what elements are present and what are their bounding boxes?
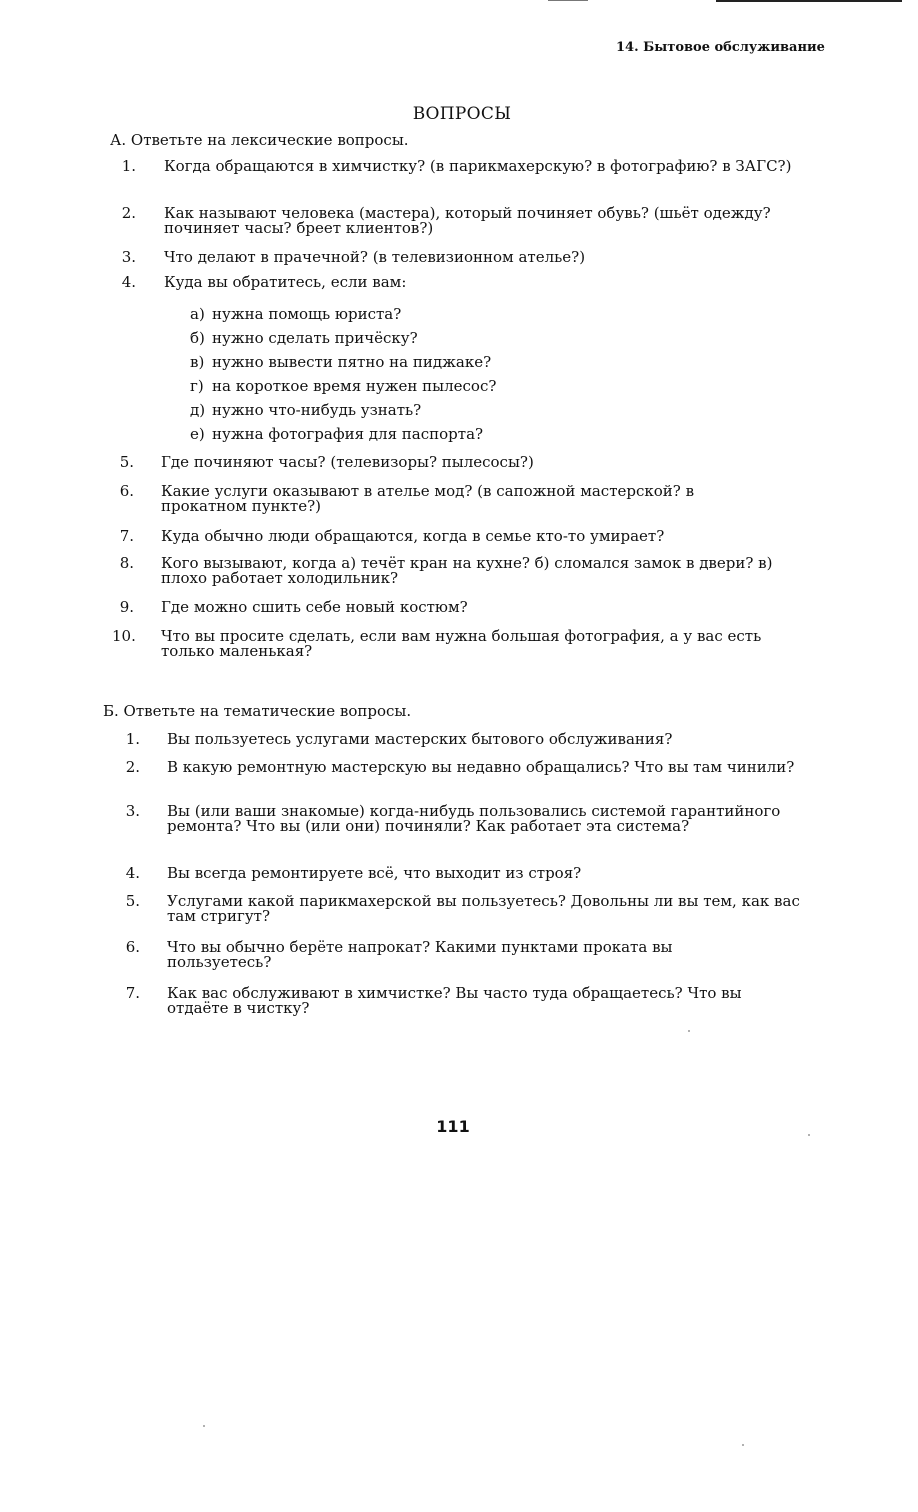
part-a-question-7	[112, 529, 812, 544]
part-b-question-1	[118, 732, 818, 747]
subitem-letter: б)	[190, 329, 205, 347]
question-number: 5.	[119, 453, 134, 471]
scan-speck	[808, 1134, 810, 1136]
question-text: В какую ремонтную мастерскую вы недавно обращались? Что вы там чинили?	[167, 758, 795, 776]
question-number: 2.	[125, 758, 140, 776]
question-text: Что делают в прачечной? (в телевизионном ателье?)	[164, 248, 586, 266]
question-text: Где можно сшить себе новый костюм?	[161, 598, 468, 616]
subitem-letter: д)	[190, 401, 206, 419]
question-number: 6.	[119, 482, 134, 500]
question-text: Куда вы обратитесь, если вам:	[164, 273, 407, 291]
part-a-question-10	[112, 627, 814, 660]
question-number: 4.	[121, 273, 136, 291]
subitem-text: на короткое время нужен пылесос?	[212, 377, 497, 395]
subitem-letter: г)	[190, 377, 204, 395]
part-a-question-8	[112, 556, 780, 586]
part-a-subitem-v	[190, 355, 491, 370]
question-text: Куда обычно люди обращаются, когда в семье кто-то умирает?	[161, 527, 665, 545]
part-a-question-2	[114, 206, 794, 236]
part-a-subitem-g	[190, 379, 496, 394]
subitem-text: нужна помощь юриста?	[212, 305, 402, 323]
scan-speck	[688, 1030, 690, 1032]
part-a-title: А. Ответьте на лексические вопросы.	[110, 131, 409, 149]
question-text: Где починяют часы? (телевизоры? пылесосы?)	[161, 453, 534, 471]
part-a-subitem-d	[190, 403, 421, 418]
part-a-question-6	[112, 484, 772, 514]
question-text: Как называют человека (мастера), который починяет обувь? (шьёт одежду? починяет часы? бреет клиентов?)	[164, 204, 771, 237]
question-number: 6.	[125, 938, 140, 956]
page-title: ВОПРОСЫ	[412, 104, 512, 124]
top-rule	[716, 0, 902, 2]
question-text: Какие услуги оказывают в ателье мод? (в сапожной мастерской? в прокатном пункте?)	[161, 482, 695, 515]
part-a-question-9	[112, 600, 812, 615]
question-text: Что вы обычно берёте напрокат? Какими пунктами проката вы пользуетесь?	[167, 938, 673, 971]
part-b-question-3	[118, 804, 808, 834]
question-text: Как вас обслуживают в химчистке? Вы часто туда обращаетесь? Что вы отдаёте в чистку?	[167, 984, 742, 1017]
subitem-text: нужна фотография для паспорта?	[212, 425, 484, 443]
question-number: 4.	[125, 864, 140, 882]
part-b-title: Б. Ответьте на тематические вопросы.	[103, 702, 412, 720]
question-text: Когда обращаются в химчистку? (в парикмахерскую? в фотографию? в ЗАГС?)	[164, 157, 792, 175]
subitem-text: нужно вывести пятно на пиджаке?	[212, 353, 492, 371]
running-head: 14. Бытовое обслуживание	[616, 40, 825, 55]
question-text: Вы пользуетесь услугами мастерских бытового обслуживания?	[167, 730, 673, 748]
question-number: 1.	[125, 730, 140, 748]
question-number: 2.	[121, 204, 136, 222]
subitem-letter: а)	[190, 305, 205, 323]
subitem-text: нужно что-нибудь узнать?	[212, 401, 422, 419]
question-text: Вы всегда ремонтируете всё, что выходит из строя?	[167, 864, 582, 882]
question-number: 9.	[119, 598, 134, 616]
question-number: 3.	[121, 248, 136, 266]
subitem-letter: в)	[190, 353, 205, 371]
question-number: 1.	[121, 157, 136, 175]
question-number: 7.	[125, 984, 140, 1002]
part-b-question-5	[118, 894, 814, 924]
question-text: Услугами какой парикмахерской вы пользуетесь? Довольны ли вы тем, как вас там стригут?	[167, 892, 800, 925]
part-a-subitem-e	[190, 427, 483, 442]
question-number: 3.	[125, 802, 140, 820]
part-a-question-1	[114, 159, 814, 174]
top-edge-mark	[548, 0, 588, 1]
subitem-letter: е)	[190, 425, 205, 443]
part-b-question-4	[118, 866, 818, 881]
part-b-question-6	[118, 940, 758, 970]
question-number: 10.	[112, 627, 136, 645]
question-number: 8.	[119, 554, 134, 572]
part-a-question-3	[114, 250, 814, 265]
question-number: 5.	[125, 892, 140, 910]
part-a-question-4	[114, 275, 814, 290]
scan-speck	[203, 1425, 205, 1427]
page-number: 111	[436, 1117, 470, 1136]
question-text: Кого вызывают, когда а) течёт кран на кухне? б) сломался замок в двери? в) плохо работает холодильник?	[161, 554, 773, 587]
part-b-question-7	[118, 986, 798, 1016]
part-b-question-2	[118, 760, 808, 775]
question-text: Что вы просите сделать, если вам нужна большая фотография, а у вас есть только маленькая?	[161, 627, 762, 660]
part-a-subitem-a	[190, 307, 401, 322]
scan-speck	[742, 1444, 744, 1446]
subitem-text: нужно сделать причёску?	[212, 329, 418, 347]
part-a-subitem-b	[190, 331, 418, 346]
question-text: Вы (или ваши знакомые) когда-нибудь пользовались системой гарантийного ремонта? Что вы (или они) починяли? Как работает эта система?	[167, 802, 781, 835]
question-number: 7.	[119, 527, 134, 545]
part-a-question-5	[112, 455, 812, 470]
